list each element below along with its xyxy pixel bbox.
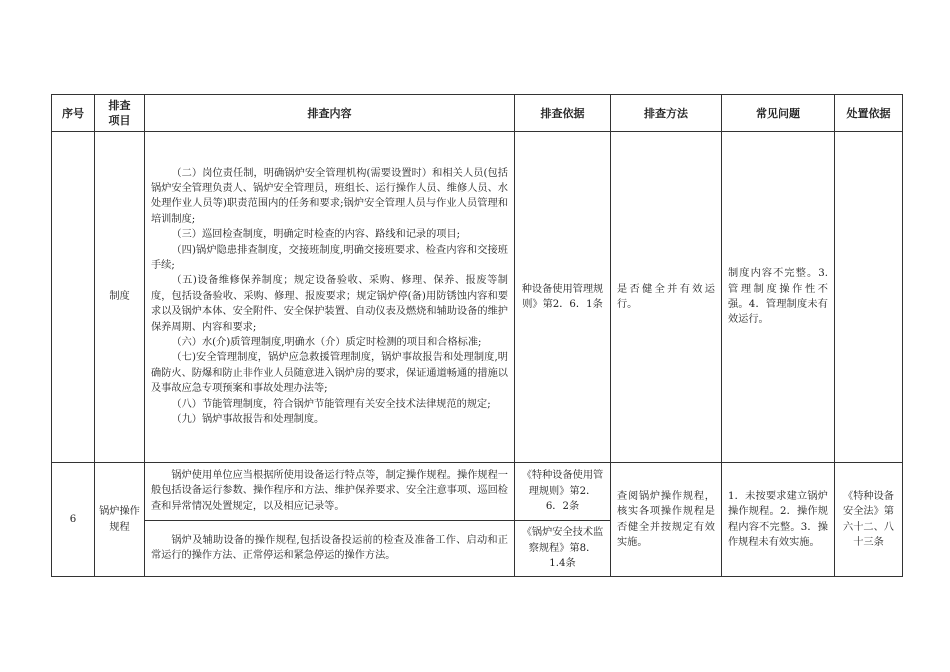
cell-content-6b: 锅炉及辅助设备的操作规程,包括设备投运前的检查及准备工作、启动和正常运行的操作方法、正常停运和紧急停运的操作方法。: [145, 521, 515, 577]
cell-basis-6b: 《锅炉安全技术监察规程》第8．1.4条: [515, 521, 611, 577]
cell-method-system: 是否健全并有效运行。: [611, 132, 722, 463]
inspection-table: [51, 94, 903, 577]
header-item-text: 排查 项目: [108, 99, 131, 127]
cell-item-system: 制度: [95, 132, 145, 463]
cell-no-empty: [52, 132, 95, 463]
content-line-8: （八）节能管理制度，符合锅炉节能管理有关安全技术法律规范的规定;: [171, 398, 491, 410]
header-item: [95, 95, 145, 132]
header-method: 排查方法: [611, 95, 722, 132]
header-issue: 常见问题: [722, 95, 835, 132]
header-content: 排查内容: [145, 95, 515, 132]
content-line-9: （九）锅炉事故报告和处理制度。: [171, 414, 325, 426]
content-line-3: （三）巡回检查制度，明确定时检查的内容、路线和记录的项目;: [171, 229, 461, 241]
content-line-4: （四)锅炉隐患排查制度，交接班制度,明确交接班要求、检查内容和交接班手续;: [151, 244, 508, 271]
content-line-6: （六）水(介)质管理制度,明确水（介）质定时检测的项目和合格标准;: [171, 337, 482, 349]
table-row-system: [52, 132, 903, 463]
cell-content-6a: 锅炉使用单位应当根据所使用设备运行特点等，制定操作规程。操作规程一般包括设备运行参数、操作程序和方法、维护保养要求、安全注意事项、巡回检查和异常情况处置规定，以及相应记录等。: [145, 463, 515, 521]
cell-method-6: 查阅锅炉操作规程，核实各项操作规程是否健全并按规定有效实施。: [611, 463, 722, 577]
cell-basis-6a: 《特种设备使用管理规则》第2．6．2条: [515, 463, 611, 521]
content-line-5: （五)设备维修保养制度；规定设备验收、采购、修理、保养、报废等制度，包括设备验收、采购、修理、报废要求；规定锅炉停(备)用防锈蚀内容和要求以及锅炉本体、安全附件、安全保护装置、自动仪表及燃烧和辅助设备的维护保养周期、内容和要求;: [151, 275, 508, 333]
content-line-7: （七)安全管理制度，锅炉应急救援管理制度，锅炉事故报告和处理制度,明确防火、防爆和防止非作业人员随意进入锅炉房的要求，保证通道畅通的措施以及事故应急专项预案和事故处理办法等;: [151, 352, 508, 395]
content-line-2: （二）岗位责任制，明确锅炉安全管理机构(需要设置时）和相关人员(包括锅炉安全管理负责人、锅炉安全管理员，班组长、运行操作人员、维修人员、水处理作业人员等)职责范围内的任务和要求;锅炉安全管理人员与作业人员管理和培训制度;: [151, 167, 508, 225]
header-disposal: 处置依据: [835, 95, 903, 132]
cell-disposal-6: 《特种设备安全法》第六十二、八十三条: [835, 463, 903, 577]
header-row: [52, 95, 903, 132]
header-no: 序号: [52, 95, 95, 132]
cell-disposal-system: [835, 132, 903, 463]
cell-item-6: 锅炉操作规程: [95, 463, 145, 577]
cell-issue-6: 1．未按要求建立锅炉操作规程。2．操作规程内容不完整。3．操作规程未有效实施。: [722, 463, 835, 577]
table-row-6a: [52, 463, 903, 521]
cell-issue-system: 制度内容不完整。3.管理制度操作性不强。4．管理制度未有效运行。: [722, 132, 835, 463]
cell-content-system: [145, 132, 515, 463]
header-basis: 排查依据: [515, 95, 611, 132]
cell-no-6: 6: [52, 463, 95, 577]
cell-basis-system: 种设备使用管理规则》第2．6．1条: [515, 132, 611, 463]
